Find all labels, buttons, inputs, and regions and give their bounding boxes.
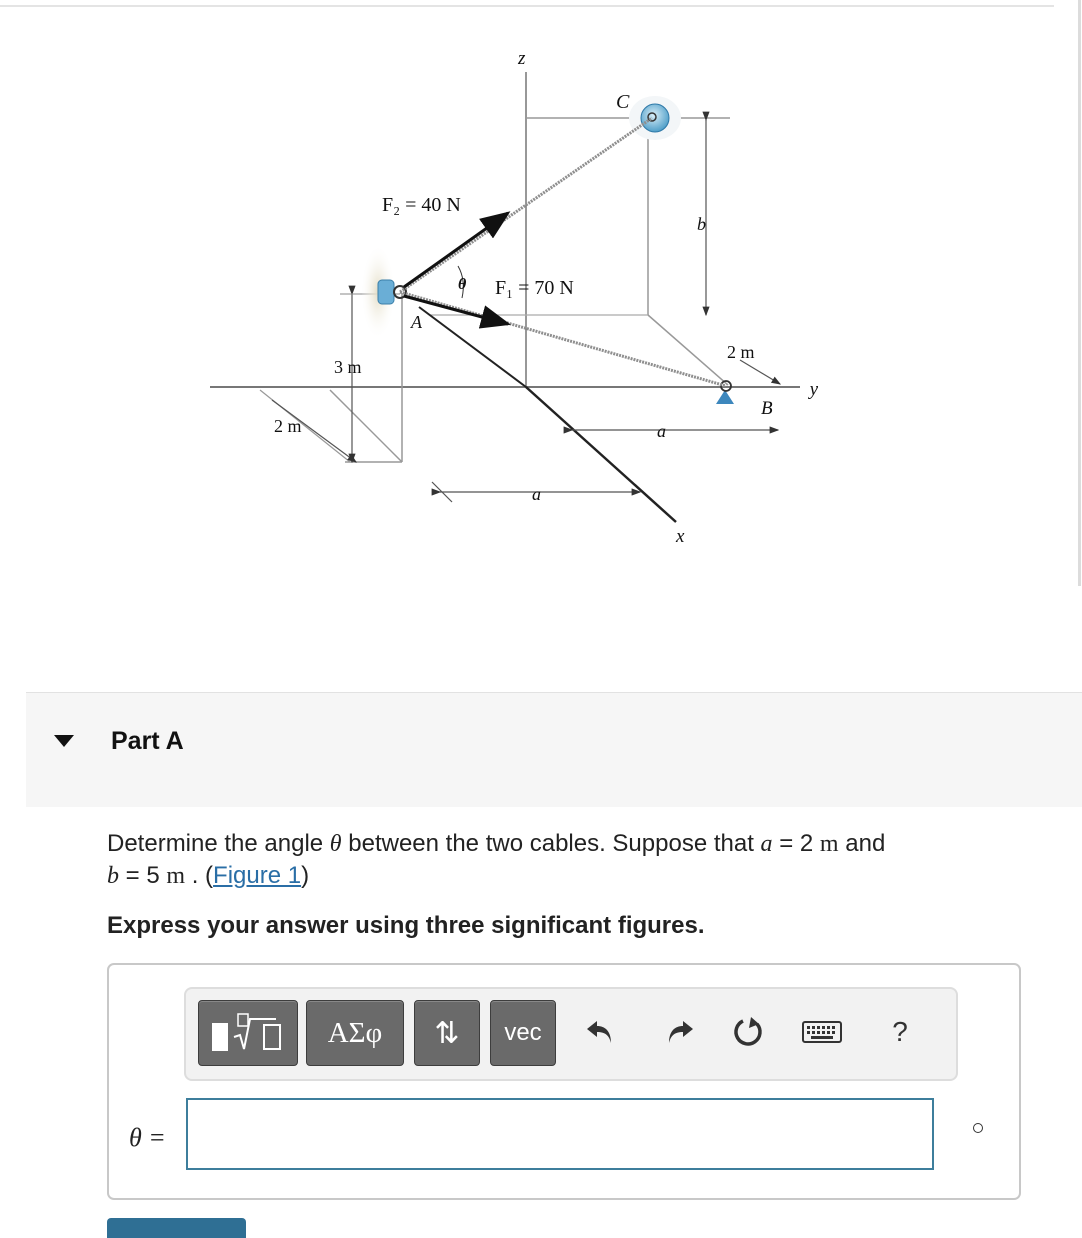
z-axis-label: z — [518, 48, 526, 69]
help-button[interactable]: ? — [892, 1016, 908, 1047]
redo-icon[interactable] — [658, 1009, 702, 1055]
theta-symbol: θ — [329, 831, 342, 857]
arrows-button[interactable]: ⇅ — [414, 1000, 480, 1066]
figure-1-diagram — [200, 30, 820, 550]
keyboard-icon[interactable] — [800, 1009, 844, 1055]
x-axis-line — [526, 387, 676, 522]
point-a-label: A — [411, 312, 422, 332]
greek-symbols-button[interactable]: ΑΣφ — [306, 1000, 404, 1066]
cable-ab — [400, 292, 726, 386]
x-axis-label: x — [676, 526, 685, 547]
support-b — [716, 390, 734, 404]
x-axis-back-line — [419, 307, 526, 387]
templates-button[interactable] — [198, 1000, 298, 1066]
part-a-header[interactable] — [26, 692, 1082, 807]
instruction-text: Express your answer using three significant figures. — [107, 912, 705, 939]
force-f2-arrow — [404, 213, 508, 287]
force-f2-label: F₂ = 40 N — [382, 194, 461, 216]
right-scroll-edge — [1078, 0, 1081, 586]
answer-panel — [107, 963, 1021, 1200]
figure-1-link[interactable]: Figure 1 — [213, 862, 302, 889]
question-text: Determine the angle θ between the two cables. Suppose that a = 2 m and b = 5 m . (Figure 1) — [107, 830, 886, 889]
unit-indicator-icon — [973, 1123, 983, 1133]
math-toolbar — [184, 987, 958, 1081]
force-f1-label: F₁ = 70 N — [495, 277, 574, 299]
theta-label: θ — [458, 276, 467, 293]
dimension-a-right-label: a — [657, 421, 666, 441]
dimension-2m-left-label: 2 m — [274, 416, 302, 436]
submit-button[interactable] — [107, 1218, 246, 1238]
dimension-3m-label: 3 m — [334, 357, 362, 377]
collapse-triangle-icon[interactable] — [54, 735, 74, 747]
part-title: Part A — [111, 727, 184, 755]
radical-template-icon — [208, 1011, 288, 1055]
answer-input[interactable] — [186, 1098, 934, 1170]
top-divider — [0, 5, 1054, 7]
y-axis-label: y — [809, 379, 818, 400]
dimension-2m-right-label: 2 m — [727, 342, 755, 362]
reset-icon[interactable] — [726, 1009, 770, 1055]
ball-c — [641, 104, 669, 132]
answer-label: θ = — [129, 1123, 166, 1152]
undo-icon[interactable] — [578, 1009, 622, 1055]
dimension-a-bottom-label: a — [532, 484, 541, 504]
point-c-label: C — [616, 91, 630, 113]
point-b-label: B — [761, 398, 773, 419]
vec-button[interactable]: vec — [490, 1000, 556, 1066]
dimension-b-label: b — [697, 214, 706, 234]
bracket-a — [378, 280, 394, 304]
dimension-2m-right — [740, 360, 780, 384]
c-projection-line — [648, 315, 728, 385]
